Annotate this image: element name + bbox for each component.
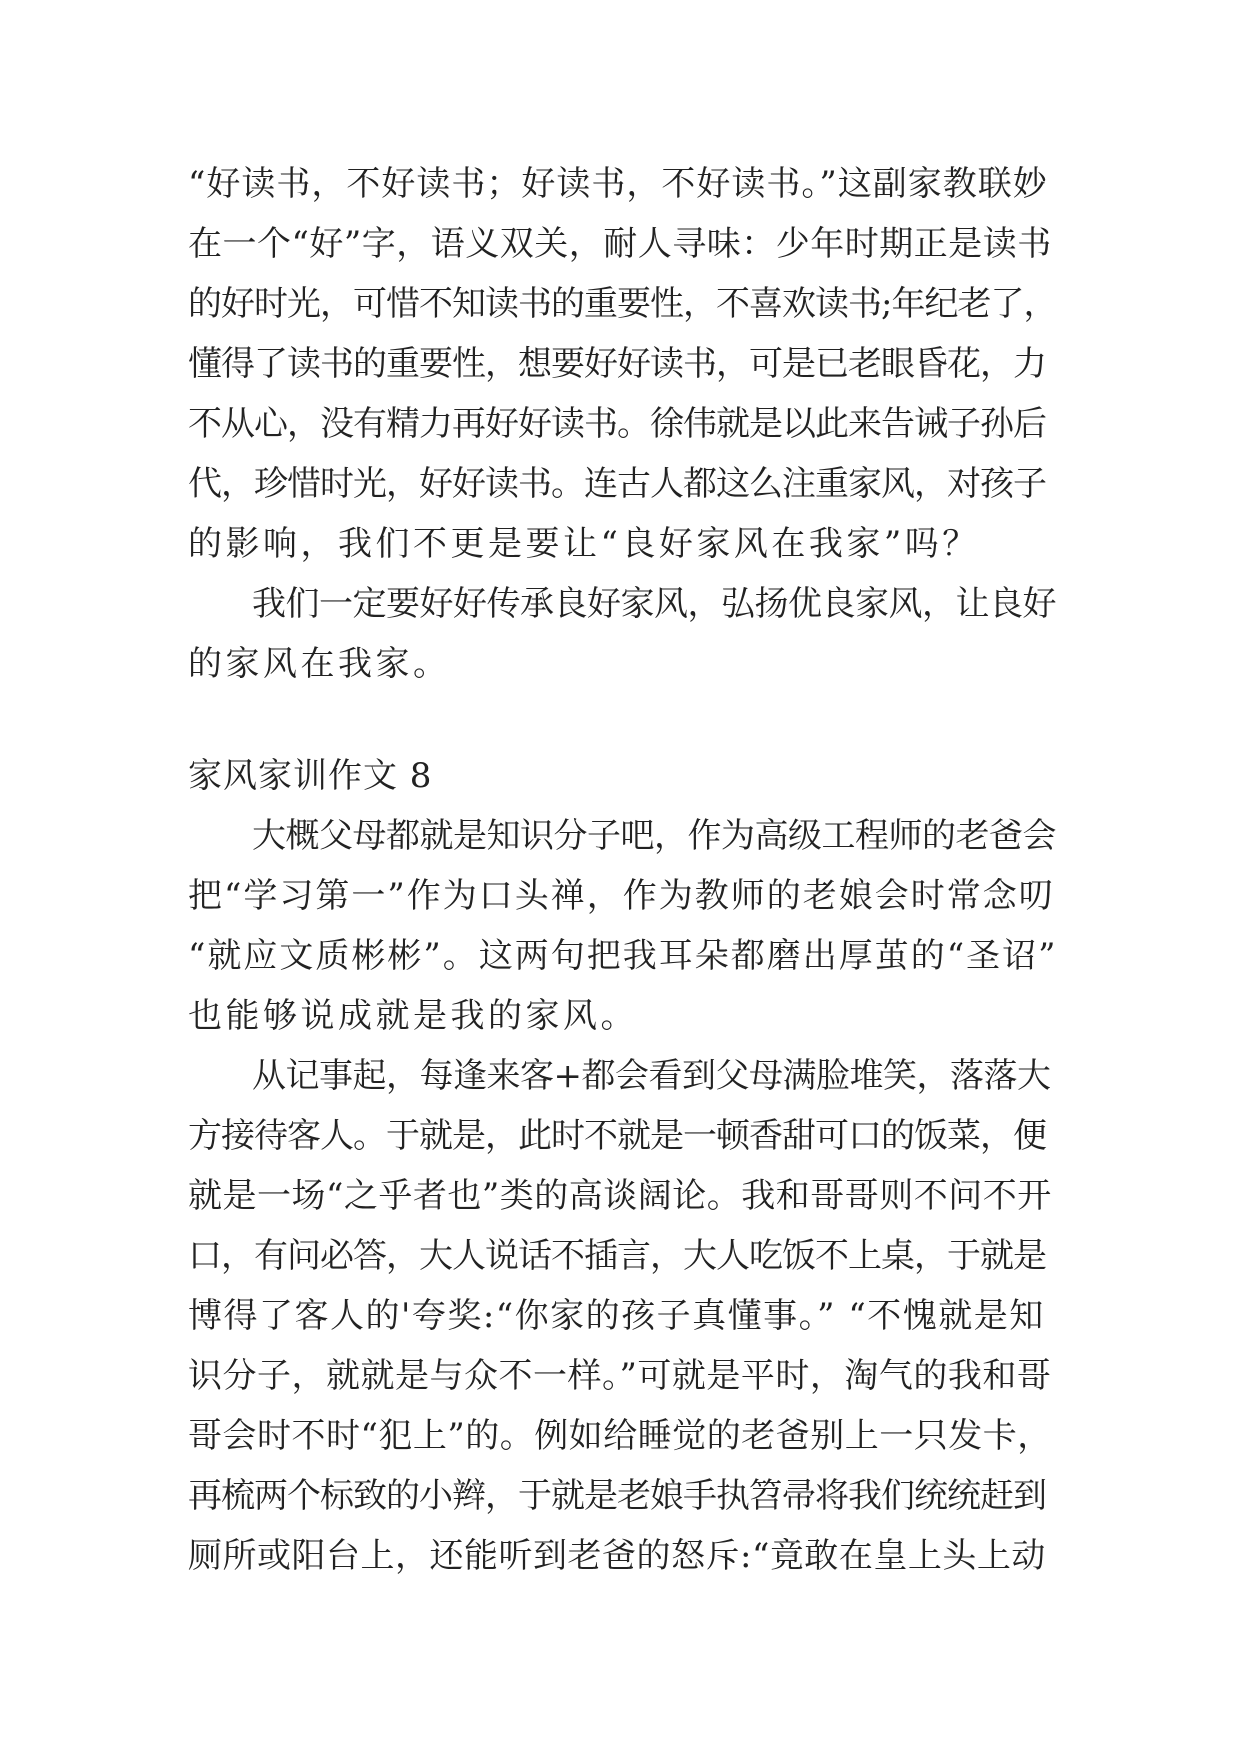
paragraph-c-line-4: 也能够说成就是我的家风。 [188, 996, 638, 1036]
paragraph-a-line-4: 懂得了读书的重要性，想要好好读书，可是已老眼昏花，力 [188, 344, 1046, 384]
paragraph-c-line-1: 大概父母都就是知识分子吧，作为高级工程师的老爸会 [252, 816, 1056, 856]
paragraph-a-line-2: 在一个“好”字，语义双关，耐人寻味：少年时期正是读书 [188, 224, 1052, 264]
paragraph-a-line-1: “好读书，不好读书；好读书，不好读书。”这副家教联妙 [188, 164, 1048, 204]
paragraph-d-line-1: 从记事起，每逢来客+都会看到父母满脸堆笑，落落大 [252, 1056, 1051, 1096]
paragraph-d-line-6: 识分子，就就是与众不一样。”可就是平时，淘气的我和哥 [188, 1356, 1052, 1396]
paragraph-d-line-7: 哥会时不时“犯上”的。例如给睡觉的老爸别上一只发卡， [188, 1416, 1052, 1456]
paragraph-d-line-4: 口，有问必答，大人说话不插言，大人吃饭不上桌，于就是 [188, 1236, 1046, 1276]
paragraph-d-line-8: 再梳两个标致的小辫，于就是老娘手执笤帚将我们统统赶到 [188, 1476, 1046, 1516]
paragraph-d-line-5: 博得了客人的'夸奖:“你家的孩子真懂事。” “不愧就是知 [188, 1296, 1045, 1336]
paragraph-a-line-3: 的好时光，可惜不知读书的重要性，不喜欢读书;年纪老了， [188, 284, 1057, 324]
paragraph-b-line-2: 的家风在我家。 [188, 644, 451, 684]
paragraph-c-line-3: “就应文质彬彬”。这两句把我耳朵都磨出厚茧的“圣诏” [188, 936, 1058, 976]
section-title: 家风家训作文 8 [188, 756, 433, 796]
paragraph-d-line-9: 厕所或阳台上，还能听到老爸的怒斥:“竟敢在皇上头上动 [188, 1536, 1046, 1576]
paragraph-a-line-7: 的影响，我们不更是要让“良好家风在我家”吗？ [188, 524, 980, 564]
paragraph-c-line-2: 把“学习第一”作为口头禅，作为教师的老娘会时常念叨 [188, 876, 1055, 916]
paragraph-a-line-5: 不从心，没有精力再好好读书。徐伟就是以此来告诫子孙后 [188, 404, 1046, 444]
paragraph-a-line-6: 代，珍惜时光，好好读书。连古人都这么注重家风，对孩子 [188, 464, 1046, 504]
paragraph-d-line-2: 方接待客人。于就是，此时不就是一顿香甜可口的饭菜，便 [188, 1116, 1046, 1156]
paragraph-b-line-1: 我们一定要好好传承良好家风，弘扬优良家风，让良好 [252, 584, 1056, 624]
paragraph-d-line-3: 就是一场“之乎者也”类的高谈阔论。我和哥哥则不问不开 [188, 1176, 1052, 1216]
